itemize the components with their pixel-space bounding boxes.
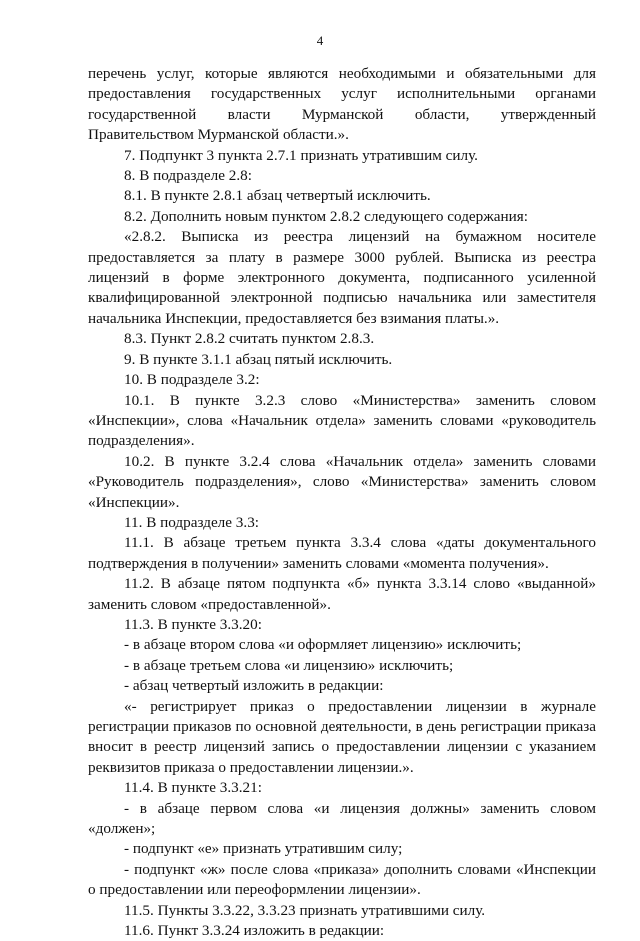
text-line: Правительством Мурманской области.». [88, 126, 349, 144]
text-line: 8. В подразделе 2.8: [124, 167, 252, 185]
text-line: вносит в реестр лицензий запись о предоставлении лицензии с указанием [88, 738, 596, 756]
text-line: 8.2. Дополнить новым пунктом 2.8.2 следующего содержания: [124, 207, 528, 225]
text-line: «Инспекции». [88, 493, 180, 511]
text-line: «- регистрирует приказ о предоставлении лицензии в журнале [124, 697, 596, 715]
text-line: - подпункт «е» признать утратившим силу; [124, 840, 403, 858]
text-line: - абзац четвертый изложить в редакции: [124, 677, 384, 695]
text-line: «должен»; [88, 820, 156, 838]
text-line: 11. В подразделе 3.3: [124, 513, 260, 531]
text-line: перечень услуг, которые являются необходимыми и обязательными для [88, 65, 596, 82]
text-line: «2.8.2. Выписка из реестра лицензий на бумажном носителе [124, 228, 596, 246]
page-number: 4 [316, 33, 324, 48]
text-line: - подпункт «ж» после слова «приказа» дополнить словами «Инспекции [124, 860, 596, 878]
text-line: регистрации приказов по основной деятельности, в день регистрации приказа [88, 718, 596, 735]
text-line: квалифицированной электронной подписью начальника или заместителя [88, 289, 596, 307]
text-line: реквизитов приказа о предоставлении лицензии.». [88, 758, 414, 776]
text-line: 10.2. В пункте 3.2.4 слова «Начальник отдела» заменить словами [124, 452, 596, 470]
text-line: предоставляется за плату в размере 3000 рублей. Выписка из реестра [88, 248, 596, 266]
text-line: 7. Подпункт 3 пункта 2.7.1 признать утратившим силу. [124, 146, 478, 164]
text-line: предоставления государственных услуг исполнительными органами [88, 85, 596, 103]
text-line: 11.5. Пункты 3.3.22, 3.3.23 признать утратившими силу. [124, 901, 486, 919]
text-line: подтверждения в получении» заменить словами «момента получения». [88, 554, 549, 572]
text-line: подразделения». [88, 432, 195, 450]
text-line: «Руководитель подразделения», слово «Министерства» заменить словом [88, 473, 596, 491]
text-line: 11.1. В абзаце третьем пункта 3.3.4 слова «даты документального [124, 534, 596, 552]
text-line: о предоставлении или переоформлении лицензии». [88, 881, 421, 899]
text-line: лицензий в форме электронного документа, подписанного усиленной [88, 269, 596, 287]
text-line: 10.1. В пункте 3.2.3 слово «Министерства» заменить словом [124, 391, 596, 409]
text-line: - в абзаце первом слова «и лицензия должны» заменить словом [124, 799, 596, 817]
text-line: 8.3. Пункт 2.8.2 считать пунктом 2.8.3. [124, 330, 375, 348]
text-line: 9. В пункте 3.1.1 абзац пятый исключить. [124, 350, 393, 368]
text-line: «Инспекции», слова «Начальник отдела» заменить словами «руководитель [88, 411, 596, 429]
text-line: 11.6. Пункт 3.3.24 изложить в редакции: [124, 922, 385, 940]
text-line: начальника Инспекции, предоставляется без взимания платы.». [88, 309, 500, 327]
text-line: 11.4. В пункте 3.3.21: [124, 779, 262, 797]
text-line: заменить словом «предоставленной». [88, 595, 331, 613]
text-line: государственной власти Мурманской области, утвержденный [88, 105, 596, 123]
text-line: 10. В подразделе 3.2: [124, 371, 260, 389]
text-line: 11.2. В абзаце пятом подпункта «б» пункта 3.3.14 слово «выданной» [124, 575, 596, 593]
document-body [88, 64, 596, 941]
text-line: - в абзаце втором слова «и оформляет лицензию» исключить; [124, 636, 522, 654]
text-line: 8.1. В пункте 2.8.1 абзац четвертый исключить. [124, 187, 431, 205]
text-line: 11.3. В пункте 3.3.20: [124, 615, 262, 633]
text-line: - в абзаце третьем слова «и лицензию» исключить; [124, 656, 454, 674]
